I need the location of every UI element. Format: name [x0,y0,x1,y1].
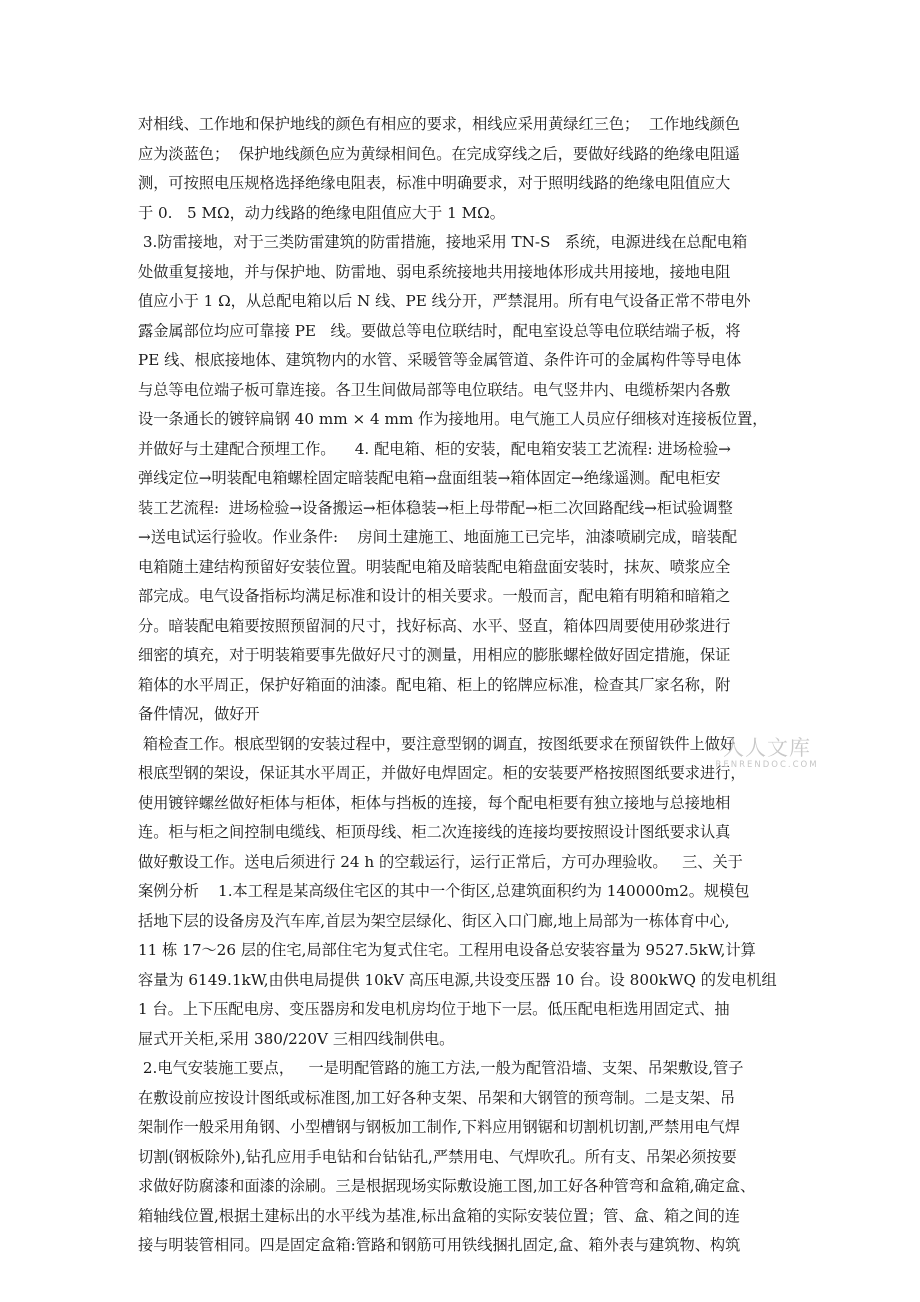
text-line: 箱检查工作。根底型钢的安装过程中，要注意型钢的调直，按图纸要求在预留铁件上做好 [138,734,736,753]
text-line: 箱体的水平周正，保护好箱面的油漆。配电箱、柜上的铭牌应标准，检查其厂家名称，附 [138,675,731,694]
text-line: 部完成。电气设备指标均满足标准和设计的相关要求。一般而言，配电箱有明箱和暗箱之 [138,587,731,605]
watermark-main-text: 人人文库 [723,736,811,760]
text-line: 案例分析 1.本工程是某高级住宅区的其中一个街区,总建筑面积约为 140000m2。规模包 [138,882,750,900]
text-line: 并做好与土建配合预埋工作。 4. 配电箱、柜的安装，配电箱安装工艺流程: 进场检验→ [138,439,731,458]
text-line: 容量为 6149.1kW,由供电局提供 10kV 高压电源,共设变压器 10 台。设 800kWQ 的发电机组 [138,970,777,989]
text-line: 细密的填充，对于明装箱要事先做好尺寸的测量，用相应的膨胀螺栓做好固定措施，保证 [138,646,731,664]
text-line: 电箱随土建结构预留好安装位置。明装配电箱及暗装配电箱盘面安装时，抹灰、喷浆应全 [138,557,731,576]
text-line: 露金属部位均应可靠接 PE 线。要做总等电位联结时，配电室设总等电位联结端子板，将 [138,321,741,340]
text-line: 切割(钢板除外),钻孔应用手电钻和台钻钻孔,严禁用电、气焊吹孔。所有支、吊架必须按要 [138,1147,737,1166]
text-line: 值应小于 1 Ω，从总配电箱以后 N 线、PE 线分开，严禁混用。所有电气设备正常不带电外 [138,292,751,310]
text-line: →送电试运行验收。作业条件: 房间土建施工、地面施工已完毕，油漆喷刷完成，暗装配 [138,528,738,546]
text-line: 于 0. 5 MΩ，动力线路的绝缘电阻值应大于 1 MΩ。 [138,203,505,222]
text-line: 架制作一般采用角钢、小型槽钢与钢板加工制作,下料应用钢锯和切割机切割,严禁用电气焊 [138,1118,740,1136]
text-line: 3.防雷接地，对于三类防雷建筑的防雷措施，接地采用 TN-S 系统，电源进线在总配电箱 [138,233,748,251]
watermark-sub-text: RENRENDOC.COM [715,760,819,770]
text-line: 连。柜与柜之间控制电缆线、柜顶母线、柜二次连接线的连接均要按照设计图纸要求认真 [138,823,731,841]
text-line: 应为淡蓝色； 保护地线颜色应为黄绿相间色。在完成穿线之后，要做好线路的绝缘电阻遥 [138,144,740,163]
text-line: PE 线、根底接地体、建筑物内的水管、采暖管等金属管道、条件许可的金属构件等导电体 [138,351,742,369]
text-line: 对相线、工作地和保护地线的颜色有相应的要求，相线应采用黄绿红三色； 工作地线颜色 [138,115,740,133]
text-line: 接与明装管相同。四是固定盒箱:管路和钢筋可用铁线捆扎固定,盒、箱外表与建筑物、构筑 [138,1236,741,1254]
text-line: 求做好防腐漆和面漆的涂刷。三是根据现场实际敷设施工图,加工好各种管弯和盒箱,确定盒、 [138,1177,756,1195]
text-line: 弹线定位→明装配电箱螺栓固定暗装配电箱→盘面组装→箱体固定→绝缘遥测。配电柜安 [138,469,721,487]
text-line: 1 台。上下压配电房、变压器房和发电机房均位于地下一层。低压配电柜选用固定式、抽 [138,1000,730,1018]
text-line: 处做重复接地，并与保护地、防雷地、弱电系统接地共用接地体形成共用接地，接地电阻 [138,262,731,281]
text-line: 装工艺流程: 进场检验→设备搬运→柜体稳装→柜上母带配→柜二次回路配线→柜试验调整 [138,498,733,517]
text-line: 测，可按照电压规格选择绝缘电阻表，标准中明确要求，对于照明线路的绝缘电阻值应大 [138,174,731,192]
text-line: 在敷设前应按设计图纸或标准图,加工好各种支架、吊架和大钢管的预弯制。二是支架、吊 [138,1088,736,1107]
text-line: 箱轴线位置,根据土建标出的水平线为基准,标出盒箱的实际安装位置；管、盒、箱之间的连 [138,1206,740,1225]
text-line: 备件情况，做好开 [138,705,260,723]
text-line: 分。暗装配电箱要按照预留洞的尺寸，找好标高、水平、竖直，箱体四周要使用砂浆进行 [138,616,731,635]
text-line: 使用镀锌螺丝做好柜体与柜体，柜体与挡板的连接，每个配电柜要有独立接地与总接地相 [138,793,731,812]
text-line: 根底型钢的架设，保证其水平周正，并做好电焊固定。柜的安装要严格按照图纸要求进行， [138,764,746,782]
text-line: 与总等电位端子板可靠连接。各卫生间做局部等电位联结。电气竖井内、电缆桥架内各敷 [138,380,731,399]
text-line: 屉式开关柜,采用 380/220V 三相四线制供电。 [138,1029,455,1048]
text-line: 设一条通长的镀锌扁钢 40 mm × 4 mm 作为接地用。电气施工人员应仔细核对连接板位置， [138,410,768,428]
text-line: 括地下层的设备房及汽车库,首层为架空层绿化、街区入口门廊,地上局部为一栋体育中心, [138,911,730,930]
text-line: 2.电气安装施工要点， 一是明配管路的施工方法,一般为配管沿墙、支架、吊架敷设,管子 [138,1059,744,1077]
text-line: 做好敷设工作。送电后须进行 24 h 的空载运行，运行正常后，方可办理验收。 三、关于 [138,852,743,871]
text-line: 11 栋 17～26 层的住宅,局部住宅为复式住宅。工程用电设备总安装容量为 9527.5kW,计算 [138,941,756,959]
